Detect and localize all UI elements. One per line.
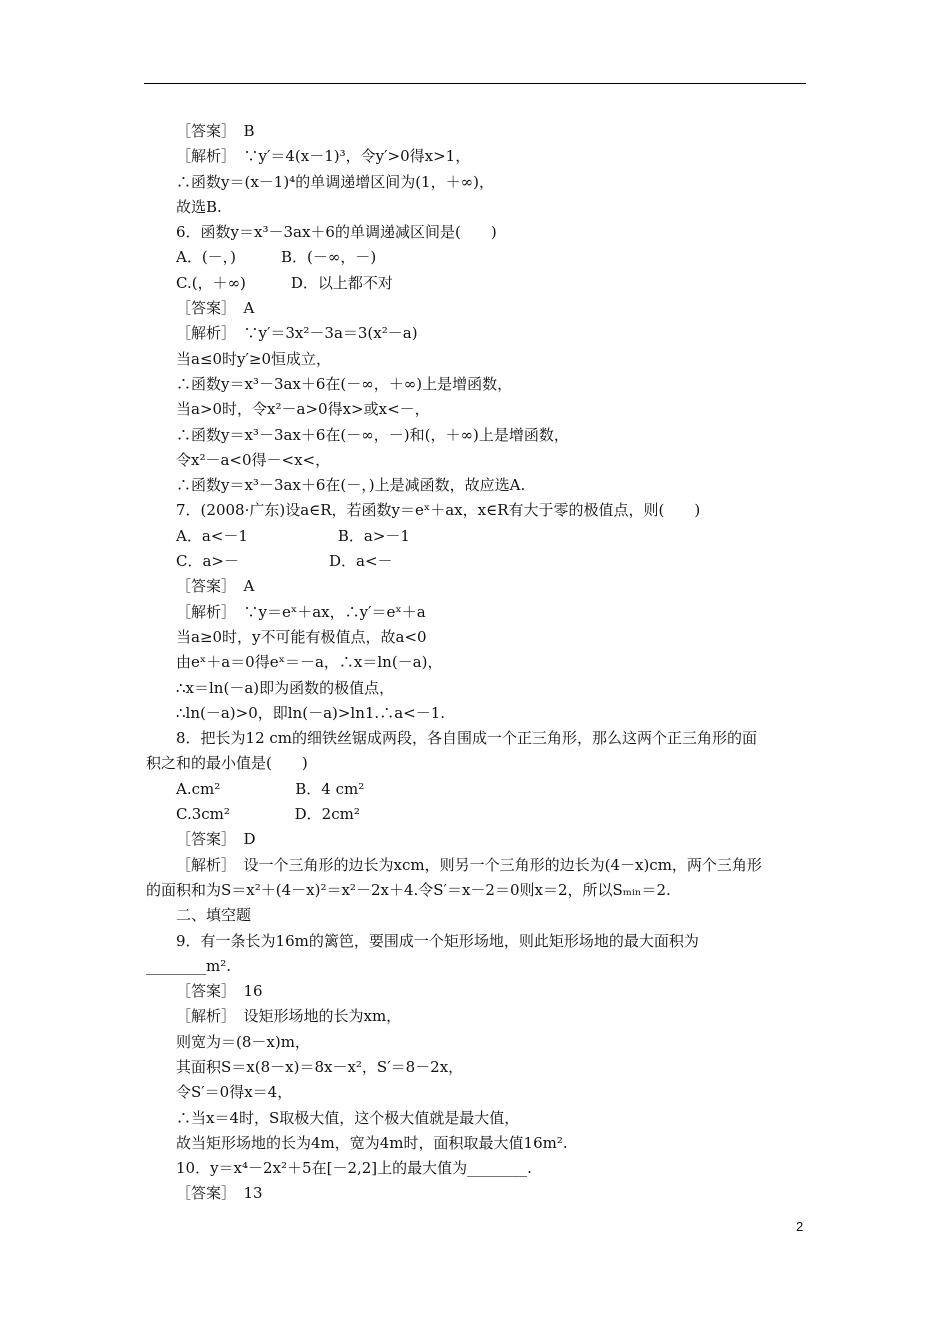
question-8: 8．把长为12 cm的细铁丝锯成两段，各自围成一个正三角形，那么这两个正三角形的面 (176, 729, 758, 748)
question-7: 7．(2008·广东)设a∈R，若函数y＝eˣ＋ax，x∈R有大于零的极值点，则( ) (176, 501, 701, 520)
analysis-line: ［解析］ ∵y＝eˣ＋ax，∴y′＝eˣ＋a (176, 602, 426, 621)
header-rule (144, 83, 806, 84)
text-line: ∴函数y＝x³－3ax＋6在(－∞，＋∞)上是增函数， (176, 374, 513, 393)
option-line: C.(，＋∞) D．以上都不对 (176, 273, 393, 292)
text-line: ∴函数y＝(x－1)⁴的单调递增区间为(1，＋∞)， (176, 172, 494, 191)
question-9-blank: ________m². (146, 956, 232, 975)
option-line: A.cm² B．4 cm² (176, 779, 365, 798)
analysis-line: ［解析］ ∵y′＝4(x－1)³，令y′>0得x>1， (176, 147, 471, 166)
section-heading: 二、填空题 (176, 906, 252, 925)
answer-line: ［答案］ D (176, 830, 256, 849)
text-line: 当a≥0时，y不可能有极值点，故a<0 (176, 627, 427, 646)
text-line: 当a>0时，令x²－a>0得x>或x<－， (176, 400, 430, 419)
text-line: 令S′＝0得x＝4， (176, 1083, 293, 1102)
text-line: 故当矩形场地的长为4m，宽为4m时，面积取最大值16m². (176, 1133, 568, 1152)
analysis-continued: 的面积和为S＝x²＋(4－x)²＝x²－2x＋4.令S′＝x－2＝0则x＝2，所以Sₘᵢₙ＝2. (146, 880, 671, 899)
text-line: ∴ln(－a)>0，即ln(－a)>ln1.∴a<－1. (176, 703, 446, 722)
question-8-continued: 积之和的最小值是( ) (146, 754, 308, 773)
option-line: A．(－，) B．(－∞，－) (176, 248, 377, 267)
analysis-line: ［解析］ 设一个三角形的边长为xcm，则另一个三角形的边长为(4－x)cm，两个三角形 (176, 855, 762, 874)
answer-line: ［答案］ 13 (176, 1184, 263, 1203)
text-line: 则宽为＝(8－x)m， (176, 1032, 310, 1051)
option-line: C.3cm² D．2cm² (176, 805, 360, 824)
text-line: ∴函数y＝x³－3ax＋6在(－∞，－)和(，＋∞)上是增函数， (176, 425, 569, 444)
text-line: 当a≤0时y′≥0恒成立， (176, 349, 332, 368)
question-9: 9．有一条长为16m的篱笆，要围成一个矩形场地，则此矩形场地的最大面积为 (176, 931, 699, 950)
option-line: C．a>－ D．a<－ (176, 552, 393, 571)
answer-line: ［答案］ 16 (176, 982, 263, 1001)
question-6: 6．函数y＝x³－3ax＋6的单调递减区间是( ) (176, 223, 497, 242)
question-10: 10．y＝x⁴－2x²＋5在[－2,2]上的最大值为________. (176, 1159, 532, 1178)
document-body (146, 119, 810, 1207)
answer-line: ［答案］ A (176, 577, 255, 596)
option-line: A．a<－1 B．a>－1 (176, 526, 410, 545)
text-line: 其面积S＝x(8－x)＝8x－x²，S′＝8－2x， (176, 1057, 464, 1076)
text-line: ∴函数y＝x³－3ax＋6在(－，)上是减函数，故应选A. (176, 476, 526, 495)
text-line: 令x²－a<0得－<x<， (176, 450, 331, 469)
answer-line: ［答案］ B (176, 122, 255, 140)
text-line: 故选B. (176, 197, 222, 216)
text-line: ∴当x＝4时，S取极大值，这个极大值就是最大值， (176, 1108, 520, 1127)
page-number: 2 (796, 1219, 804, 1234)
analysis-line: ［解析］ ∵y′＝3x²－3a＝3(x²－a) (176, 324, 418, 343)
text-line: ∴x＝ln(－a)即为函数的极值点， (176, 678, 395, 697)
answer-line: ［答案］ A (176, 299, 255, 318)
text-line: 由eˣ＋a＝0得eˣ＝－a，∴x＝ln(－a)， (176, 653, 443, 672)
analysis-line: ［解析］ 设矩形场地的长为xm， (176, 1007, 402, 1026)
